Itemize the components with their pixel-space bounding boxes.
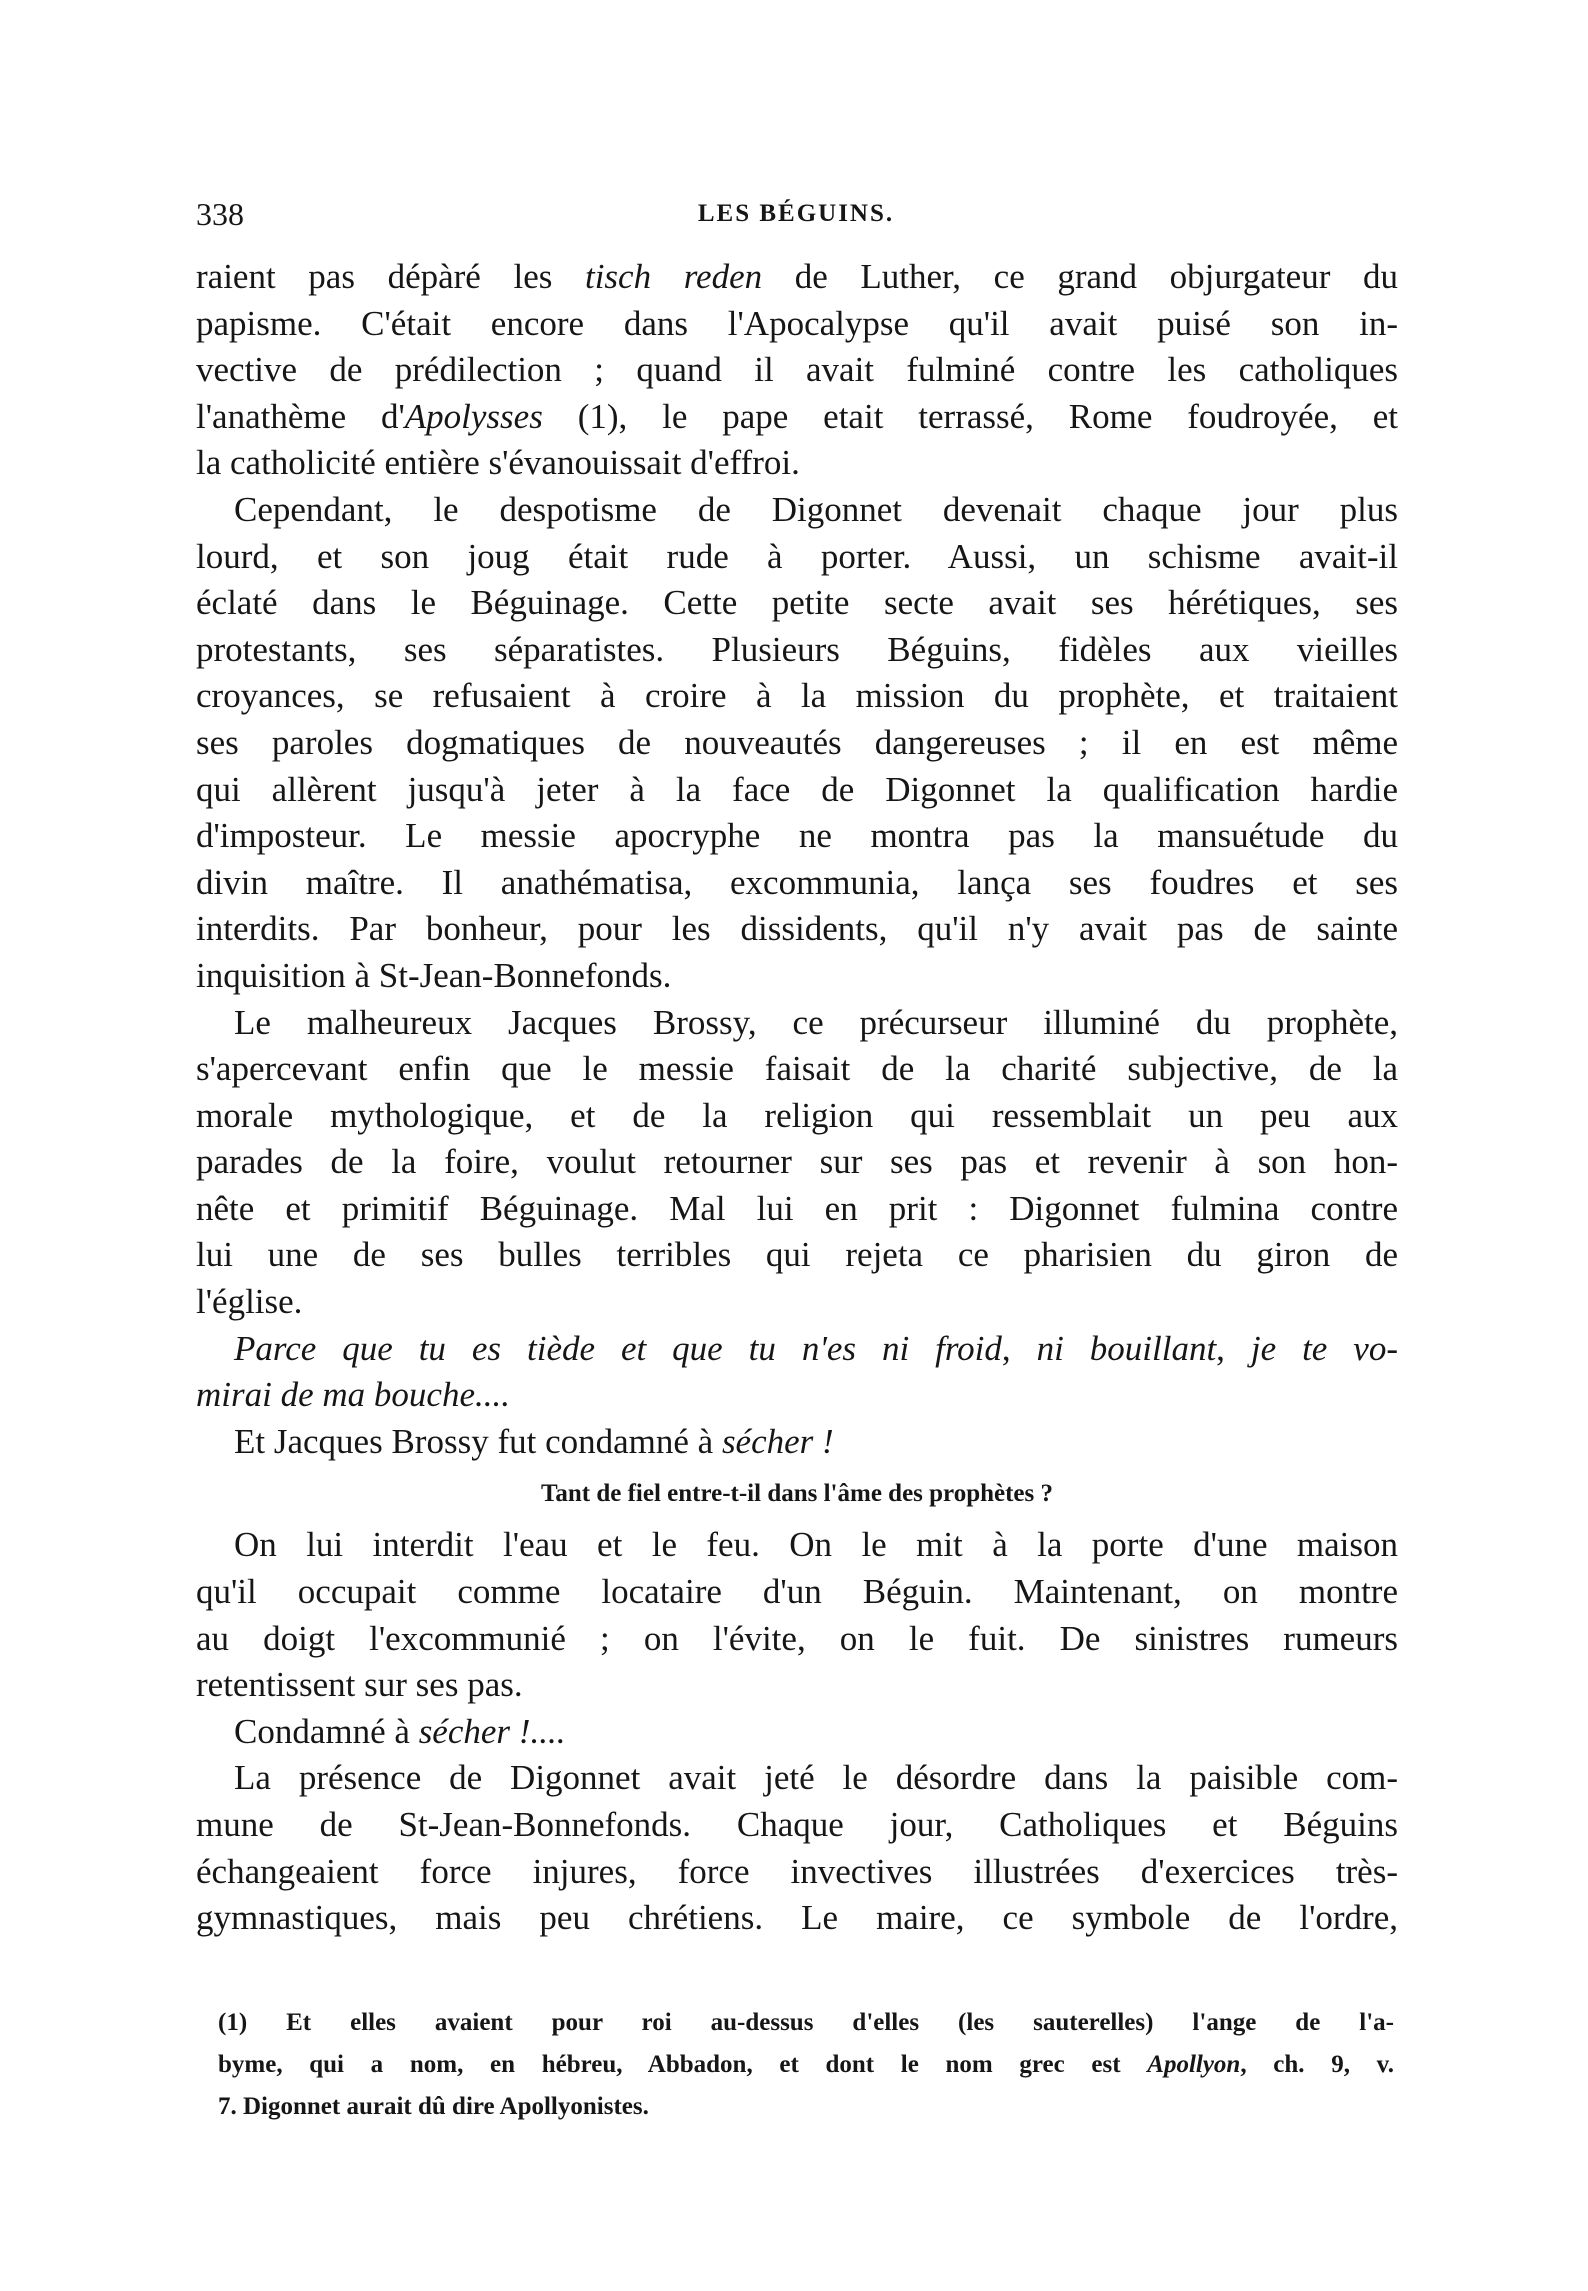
text-span: 7. Digonnet aurait dû dire Apollyonistes. [218, 2093, 649, 2120]
text-line [196, 580, 1398, 627]
italic-text: tisch reden [584, 257, 763, 296]
footnote-line [218, 2044, 1394, 2086]
text-span: , [1216, 1328, 1251, 1368]
text-line [196, 1522, 1398, 1569]
text-span: mune de St-Jean-Bonnefonds. Chaque jour, Catholiques et Béguins [196, 1805, 1398, 1844]
text-line [196, 767, 1398, 814]
text-line [196, 1139, 1398, 1186]
text-line [196, 254, 1398, 301]
text-span: On lui interdit l'eau et le feu. On le mit à la porte d'une maison [234, 1525, 1398, 1565]
footnote-line [218, 2002, 1394, 2044]
text-line [196, 1569, 1398, 1616]
italic-text: sécher !.... [418, 1711, 566, 1751]
text-span: gymnastiques, mais peu chrétiens. Le maire, ce symbole de l'ordre, [196, 1898, 1398, 1938]
text-span: échangeaient force injures, force invectives illustrées d'exercices très- [196, 1851, 1398, 1891]
text-span: au doigt l'excommunié ; on l'évite, on le fuit. De sinistres rumeurs [196, 1618, 1398, 1658]
text-span: Le malheureux Jacques Brossy, ce précurseur illuminé du prophète, [234, 1002, 1398, 1042]
text-line [196, 1093, 1398, 1140]
text-span: éclaté dans le Béguinage. Cette petite secte avait ses hérétiques, ses [196, 583, 1398, 623]
text-span: lui une de ses bulles terribles qui rejeta ce pharisien du giron de [196, 1235, 1398, 1275]
text-line [196, 673, 1398, 720]
text-span: inquisition à St-Jean-Bonnefonds. [196, 955, 672, 995]
text-span: byme, qui a nom, en hébreu, Abbadon, et dont le nom grec est [218, 2051, 1148, 2078]
text-line [196, 440, 1398, 487]
text-line [196, 720, 1398, 767]
text-span: Et Jacques Brossy fut condamné à [234, 1421, 722, 1461]
body-text [196, 254, 1398, 1942]
text-line [196, 487, 1398, 534]
text-line [196, 1232, 1398, 1279]
text-line [196, 1849, 1398, 1896]
text-span: parades de la foire, voulut retourner sur ses pas et revenir à son hon- [196, 1142, 1398, 1182]
text-span: (1) Et elles avaient pour roi au-dessus d'elles (les sauterelles) l'ange de l'a- [218, 2009, 1394, 2036]
epigraph-line [196, 1465, 1398, 1522]
text-span: Condamné à [234, 1711, 419, 1751]
text-span: divin maître. Il anathématisa, excommunia, lança ses foudres et ses [196, 862, 1398, 902]
italic-text: mirai de ma bouche.... [196, 1375, 510, 1415]
text-line [196, 534, 1398, 581]
text-span: la catholicité entière s'évanouissait d'effroi. [196, 443, 800, 483]
text-span: d'imposteur. Le messie apocryphe ne montra pas la mansuétude du [196, 816, 1398, 856]
page-number: 338 [196, 196, 244, 232]
text-line [196, 347, 1398, 394]
text-span: protestants, ses séparatistes. Plusieurs Béguins, fidèles aux vieilles [196, 629, 1398, 669]
text-span: s'apercevant enfin que le messie faisait de la charité subjective, de la [196, 1049, 1398, 1089]
text-line [196, 301, 1398, 348]
text-span: interdits. Par bonheur, pour les dissidents, qu'il n'y avait pas de sainte [196, 909, 1398, 949]
text-span: morale mythologique, et de la religion qui ressemblait un peu aux [196, 1095, 1398, 1135]
text-span: papisme. C'était encore dans l'Apocalypse qu'il avait puisé son in- [196, 303, 1398, 343]
text-span: (1), le pape etait terrassé, Rome foudroyée, et [542, 396, 1398, 436]
text-span: , [1001, 1328, 1037, 1368]
text-span: qu'il occupait comme locataire d'un Béguin. Maintenant, on montre [196, 1572, 1398, 1612]
text-line [196, 813, 1398, 860]
italic-text: Apollyon [1147, 2051, 1241, 2078]
text-span: lourd, et son joug était rude à porter. Aussi, un schisme avait-il [196, 536, 1398, 576]
italic-text: sécher ! [721, 1421, 834, 1461]
text-span: Tant de fiel entre-t-il dans l'âme des prophètes ? [540, 1480, 1054, 1508]
text-line [196, 1419, 1398, 1466]
text-line [196, 1895, 1398, 1942]
text-line [196, 1372, 1398, 1419]
italic-text: je te vo- [1250, 1328, 1398, 1368]
text-span: l'anathème d' [196, 396, 405, 436]
text-span: qui allèrent jusqu'à jeter à la face de Digonnet la qualification hardie [196, 769, 1398, 809]
running-title: LES BÉGUINS. [697, 200, 895, 227]
text-line [196, 906, 1398, 953]
text-span: retentissent sur ses pas. [196, 1665, 523, 1705]
text-line [196, 1755, 1398, 1802]
text-span: l'église. [196, 1282, 303, 1322]
text-line [196, 1279, 1398, 1326]
text-line [196, 1046, 1398, 1093]
running-header [196, 196, 1396, 236]
text-line [196, 1326, 1398, 1373]
text-line [196, 953, 1398, 1000]
italic-text: ni bouillant [1036, 1328, 1217, 1368]
text-span: vective de prédilection ; quand il avait fulminé contre les catholiques [196, 350, 1398, 390]
text-span: La présence de Digonnet avait jeté le désordre dans la paisible com- [234, 1758, 1398, 1798]
italic-text: Parce que tu es tiède et que tu n'es ni froid [234, 1328, 1002, 1368]
text-span: de Luther, ce grand objurgateur du [762, 257, 1398, 296]
text-line [196, 394, 1398, 441]
text-line [196, 627, 1398, 674]
text-span: croyances, se refusaient à croire à la mission du prophète, et traitaient [196, 676, 1398, 716]
text-span: , ch. 9, v. [1240, 2051, 1394, 2078]
footnote [218, 2002, 1394, 2128]
text-line [196, 1186, 1398, 1233]
text-line [196, 1000, 1398, 1047]
text-line [196, 860, 1398, 907]
text-line [196, 1616, 1398, 1663]
text-span: nête et primitif Béguinage. Mal lui en prit : Digonnet fulmina contre [196, 1188, 1398, 1228]
text-line [196, 1709, 1398, 1756]
text-span: raient pas dépàré les [196, 257, 585, 296]
text-line [196, 1662, 1398, 1709]
text-span: ses paroles dogmatiques de nouveautés dangereuses ; il en est même [196, 722, 1398, 762]
italic-text: Apolysses [404, 396, 543, 436]
footnote-line [218, 2086, 1394, 2128]
text-line [196, 1802, 1398, 1849]
text-span: Cependant, le despotisme de Digonnet devenait chaque jour plus [234, 489, 1398, 529]
